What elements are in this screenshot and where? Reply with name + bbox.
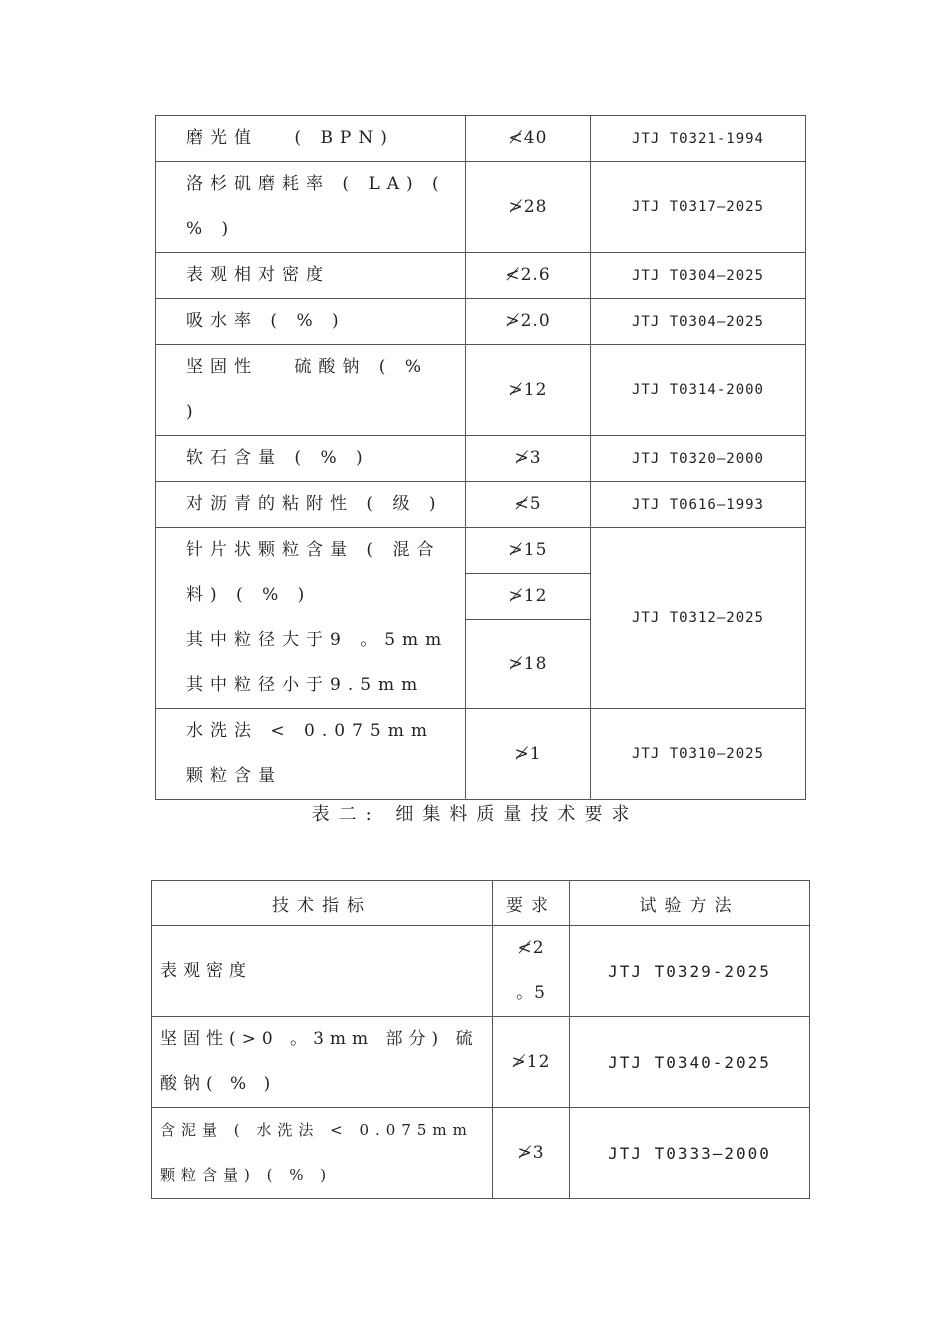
item-cell: 坚固性(>0 。3mm 部分) 硫酸钠( % ) <box>152 1017 493 1108</box>
requirement-cell: ≯28 <box>466 162 591 253</box>
item-cell: 表观密度 <box>152 926 493 1017</box>
requirement-cell: ≯1 <box>466 709 591 800</box>
test-method-cell: JTJ T0329-2025 <box>570 926 810 1017</box>
header-test-method: 试验方法 <box>570 881 810 926</box>
coarse-aggregate-table <box>155 115 806 800</box>
requirement-cell: ≯12 <box>466 574 591 620</box>
item-cell: 表观相对密度 <box>156 253 466 299</box>
table-row <box>152 926 810 1017</box>
table-row <box>156 709 806 800</box>
table-row <box>156 299 806 345</box>
test-method-cell: JTJ T0312—2025 <box>591 528 806 709</box>
requirement-line: 。5 <box>516 983 546 1003</box>
table-row <box>156 253 806 299</box>
test-method-cell: JTJ T0304—2025 <box>591 299 806 345</box>
requirement-line: ≮2 <box>517 938 545 958</box>
table-header-row <box>152 881 810 926</box>
requirement-cell <box>493 926 570 1017</box>
requirement-cell: ≮40 <box>466 116 591 162</box>
test-method-cell: JTJ T0320—2000 <box>591 436 806 482</box>
table-row <box>156 528 806 574</box>
test-method-cell: JTJ T0616—1993 <box>591 482 806 528</box>
item-cell: 含泥量 ( 水洗法 < 0.075mm 颗粒含量) ( % ) <box>152 1108 493 1199</box>
test-method-cell: JTJ T0340-2025 <box>570 1017 810 1108</box>
requirement-cell: ≯15 <box>466 528 591 574</box>
needle-flake-item-cell <box>156 528 466 709</box>
table-caption: 表二: 细集料质量技术要求 <box>311 804 639 825</box>
table-row <box>156 116 806 162</box>
requirement-cell: ≯18 <box>466 620 591 709</box>
needle-flake-label: 针片状颗粒含量 ( 混合料) ( % ) <box>186 540 441 605</box>
table-row <box>156 436 806 482</box>
test-method-cell: JTJ T0310—2025 <box>591 709 806 800</box>
requirement-cell: ≯12 <box>493 1017 570 1108</box>
item-cell: 磨光值 ( BPN) <box>156 116 466 162</box>
item-cell: 软石含量 ( % ) <box>156 436 466 482</box>
requirement-cell: ≯2.0 <box>466 299 591 345</box>
requirement-cell: ≮5 <box>466 482 591 528</box>
header-item: 技术指标 <box>152 881 493 926</box>
test-method-cell: JTJ T0314-2000 <box>591 345 806 436</box>
item-cell: 吸水率 ( % ) <box>156 299 466 345</box>
requirement-cell: ≯3 <box>493 1108 570 1199</box>
table-row <box>156 345 806 436</box>
needle-flake-under-9-5-label: 其中粒径小于9.5mm <box>186 675 425 695</box>
header-requirement: 要求 <box>493 881 570 926</box>
table-row <box>152 1017 810 1108</box>
item-cell: 坚固性 硫酸钠 ( % ) <box>156 345 466 436</box>
test-method-cell: JTJ T0304—2025 <box>591 253 806 299</box>
table-row <box>156 162 806 253</box>
requirement-cell: ≯3 <box>466 436 591 482</box>
test-method-cell: JTJ T0317—2025 <box>591 162 806 253</box>
requirement-cell: ≮2.6 <box>466 253 591 299</box>
item-cell: 洛杉矶磨耗率 ( LA) ( % ) <box>156 162 466 253</box>
table-row <box>152 1108 810 1199</box>
fine-aggregate-table <box>151 880 810 1199</box>
item-cell: 对沥青的粘附性 ( 级 ) <box>156 482 466 528</box>
needle-flake-over-9-5-label: 其中粒径大于9 。5mm <box>186 630 449 650</box>
test-method-cell: JTJ T0321-1994 <box>591 116 806 162</box>
test-method-cell: JTJ T0333—2000 <box>570 1108 810 1199</box>
item-cell: 水洗法 < 0.075mm 颗粒含量 <box>156 709 466 800</box>
requirement-cell: ≯12 <box>466 345 591 436</box>
table-row <box>156 482 806 528</box>
